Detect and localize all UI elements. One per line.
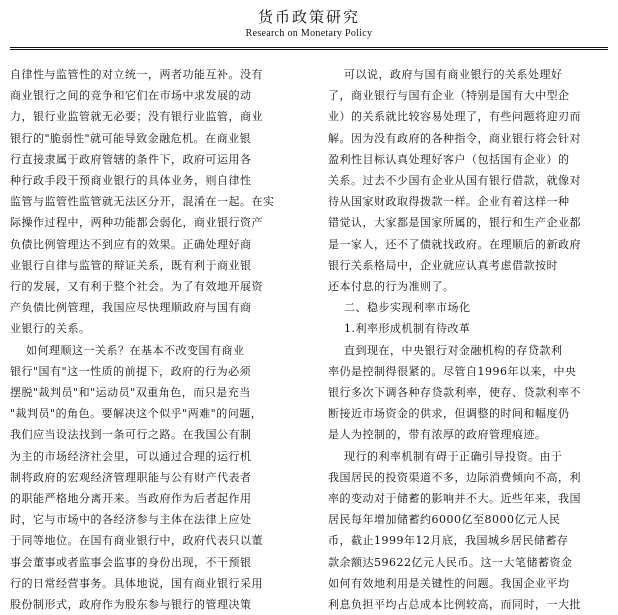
text-line: 业银行自律与监管的辩证关系，既有利于商业银 (10, 258, 252, 272)
text-line: "裁判员"的角色。要解决这个似乎"两难"的问题， (10, 407, 263, 421)
text-line: 时，它与市场中的各经济参与主体在法律上应处 (10, 513, 252, 527)
text-line: 为主的市场经济社会里，可以通过合理的运行机 (10, 449, 252, 463)
text-line: 银行的"脆弱性"就可能导致金融危机。在商业银 (10, 131, 252, 145)
text-line: 事会董事或者监事会监事的身份出现，不干预银 (10, 555, 252, 569)
left-text-column (10, 64, 299, 615)
text-line: 力，银行业监管就无必要；没有银行业监管，商业 (10, 110, 263, 124)
text-line: 商业银行之间的竞争和它们在市场中求发展的动 (10, 89, 252, 103)
text-line: 直到现在，中央银行对金融机构的存贷款利 (328, 343, 563, 357)
text-line: 我们应当设法找到一条可行之路。在我国公有制 (10, 428, 252, 442)
text-line: 银行关系格局中，企业就应认真考虑借款按时 (328, 258, 558, 272)
text-line: 如何有效地利用是关键性的问题。我国企业平均 (328, 576, 570, 590)
text-line: 币，截止1999年12月底，我国城乡居民储蓄存 (328, 534, 569, 548)
journal-section-subtitle: Research on Monetary Policy (245, 28, 373, 39)
journal-section-title: 货币政策研究 (257, 8, 360, 26)
header-rule-top (10, 47, 608, 48)
text-line: 行的发展，又有利于整个社会。为了有效地开展资 (10, 280, 263, 294)
text-line: 了，商业银行与国有企业（特别是国有大中型企 (328, 89, 570, 103)
text-line: 银行"国有"这一性质的前提下，政府的行为必须 (10, 364, 252, 378)
text-line: 产负债比例管理，我国应尽快理顺政府与国有商 (10, 301, 252, 315)
text-line: 关系。过去不少国有企业从国有银行借款，就像对 (328, 174, 581, 188)
text-line: 二、稳步实现利率市场化 (328, 301, 471, 315)
text-line: 居民每年增加储蓄约6000亿至8000亿元人民 (328, 513, 561, 527)
text-line: 自律性与监管性的对立统一，两者功能互补。没有 (10, 68, 263, 81)
running-header (0, 8, 618, 40)
text-line: 现行的利率机制有碍于正确引导投资。由于 (328, 449, 563, 463)
text-line: 盈利性目标认真处理好客户（包括国有企业）的 (328, 152, 570, 166)
text-line: 我国居民的投资渠道不多，边际消费倾向不高，利 (328, 470, 581, 484)
text-line: 银行多次下调各种存贷款利率，使存、贷款利率不 (328, 386, 581, 400)
text-line: 是人为控制的，带有浓厚的政府管理痕迹。 (328, 428, 547, 442)
text-line: 解。因为没有政府的各种指令，商业银行将会针对 (328, 131, 581, 145)
text-line: 股份制形式，政府作为股东参与银行的管理决策 (10, 598, 252, 612)
text-line: 利息负担平均占总成本比例较高，而同时，一大批 (328, 598, 581, 612)
text-line: 是一家人，还不了债就找政府。在理顺后的新政府 (328, 237, 581, 251)
text-line: 行直接隶属于政府管辖的条件下，政府可运用各 (10, 152, 252, 166)
text-line: 可以说，政府与国有商业银行的关系处理好 (328, 68, 563, 81)
text-line: 种行政手段干预商业银行的具体业务，则自律性 (10, 174, 252, 188)
right-text-column (328, 64, 610, 615)
text-line: 行的日常经营事务。具体地说，国有商业银行采用 (10, 576, 263, 590)
text-line: 制将政府的宏观经济管理职能与公有财产代表者 (10, 470, 252, 484)
text-line: 还本付息的行为准则了。 (328, 280, 455, 294)
text-line: 率的变动对于储蓄的影响并不大。近些年来，我国 (328, 492, 581, 506)
text-line: 业）的关系就比较容易处理了，有些问题将迎刃而 (328, 110, 581, 124)
text-line: 际操作过程中，两种功能都会弱化，商业银行资产 (10, 216, 263, 230)
text-line: 的职能严格地分离开来。当政府作为后者起作用 (10, 492, 252, 506)
text-line: 于同等地位。在国有商业银行中，政府代表只以董 (10, 534, 263, 548)
text-line: 摆脱"裁判员"和"运动员"双重角色，而只是充当 (10, 386, 251, 400)
text-line: 款余额达59622亿元人民币。这一大笔储蓄资金 (328, 555, 573, 569)
text-line: 1.利率形成机制有待改革 (328, 322, 471, 336)
text-line: 断接近市场资金的供求，但调整的时间和幅度仍 (328, 407, 570, 421)
text-line: 如何理顺这一关系？在基本不改变国有商业 (10, 343, 245, 357)
text-line: 率仍是控制得很紧的。尽管自1996年以来，中央 (328, 364, 577, 378)
text-line: 监管与监管性监管就无法区分开，混淆在一起。在实 (10, 195, 275, 209)
text-line: 业银行的关系。 (10, 322, 91, 336)
text-line: 错觉认，大家都是国家所属的，银行和生产企业都 (328, 216, 581, 230)
text-line: 负债比例管理达不到应有的效果。正确处理好商 (10, 237, 252, 251)
text-line: 待从国家财政取得拨款一样。企业有着这样一种 (328, 195, 570, 209)
header-rule-bottom (10, 49, 608, 50)
